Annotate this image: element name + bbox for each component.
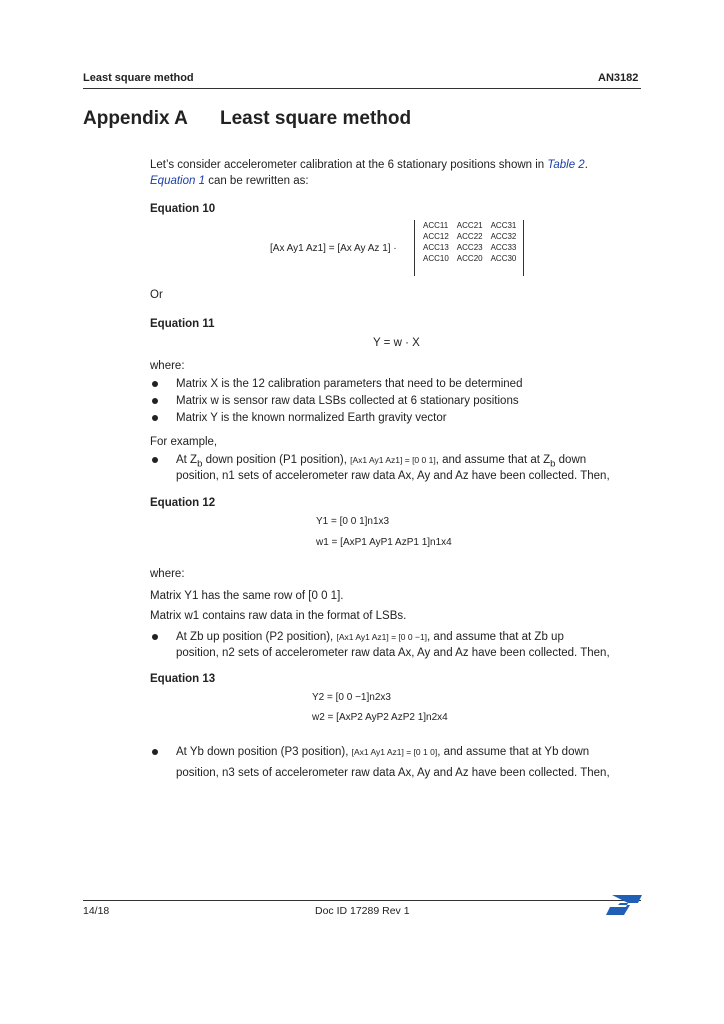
matrix-row bbox=[419, 231, 520, 242]
matrix-cell: ACC33 bbox=[490, 243, 517, 252]
matrix-table bbox=[419, 220, 520, 264]
equation-13-line-2: w2 = [AxP2 AyP2 AzP2 1]n2x4 bbox=[312, 712, 448, 723]
st-logo bbox=[606, 893, 642, 915]
bullet-dot bbox=[152, 634, 158, 640]
matrix-cell: ACC23 bbox=[456, 243, 483, 252]
matrix-cell: ACC12 bbox=[423, 232, 449, 241]
p3-equation: [Ax1 Ay1 Az1] = [0 1 0] bbox=[351, 747, 438, 757]
equation-13-line-1: Y2 = [0 0 −1]n2x3 bbox=[312, 692, 391, 703]
header-right: AN3182 bbox=[598, 72, 639, 84]
equation-12-line-1: Y1 = [0 0 1]n1x3 bbox=[316, 516, 390, 527]
matrix-w1-text: Matrix w1 contains raw data in the format of LSBs. bbox=[150, 610, 407, 622]
equation-10-lhs: [Ax Ay1 Az1] = [Ax Ay Az 1] · bbox=[270, 243, 397, 254]
intro-period: . bbox=[584, 159, 588, 171]
p3-post: , and assume that at Yb down bbox=[437, 746, 590, 758]
matrix-y1-text: Matrix Y1 has the same row of [0 0 1]. bbox=[150, 590, 344, 602]
header-rule bbox=[83, 88, 641, 89]
p3-text: At Yb down position (P3 position), bbox=[176, 746, 349, 758]
appendix-label: Appendix A bbox=[83, 108, 188, 129]
for-example-text: For example, bbox=[150, 436, 218, 448]
equation-13-heading: Equation 13 bbox=[150, 673, 216, 685]
or-text: Or bbox=[150, 289, 163, 301]
intro-text: Let’s consider accelerometer calibration at the 6 stationary positions shown in bbox=[150, 159, 548, 171]
bullet-dot bbox=[152, 415, 158, 421]
p2-text: At Zb up position (P2 position), bbox=[176, 631, 334, 643]
equation-11-heading: Equation 11 bbox=[150, 318, 215, 330]
intro-line-2 bbox=[150, 173, 309, 189]
matrix-cell: ACC22 bbox=[456, 232, 483, 241]
p1-mid: down position (P1 position), bbox=[202, 454, 347, 466]
matrix-cell: ACC32 bbox=[490, 232, 517, 241]
matrix-row bbox=[419, 242, 520, 253]
bullet-item: Matrix w is sensor raw data LSBs collected at 6 stationary positions bbox=[176, 395, 519, 407]
p2-line-1 bbox=[176, 629, 564, 645]
equation-10-matrix bbox=[414, 220, 524, 276]
bullet-item: Matrix Y is the known normalized Earth gravity vector bbox=[176, 412, 447, 424]
equation-10-heading: Equation 10 bbox=[150, 203, 216, 215]
bullet-dot bbox=[152, 381, 158, 387]
where-text-1: where: bbox=[150, 360, 185, 372]
intro-line-1 bbox=[150, 157, 650, 173]
table-2-link[interactable]: Table 2 bbox=[547, 159, 585, 171]
where-text-2: where: bbox=[150, 568, 185, 580]
st-logo-icon bbox=[606, 893, 642, 915]
bullet-dot bbox=[152, 749, 158, 755]
p3-line-1 bbox=[176, 744, 589, 760]
matrix-cell: ACC31 bbox=[490, 221, 517, 230]
footer-page-number: 14/18 bbox=[83, 905, 110, 917]
p1-post2: down bbox=[555, 454, 587, 466]
footer-doc-id: Doc ID 17289 Rev 1 bbox=[315, 905, 410, 917]
p1-sub: b bbox=[197, 458, 203, 470]
matrix-cell: ACC10 bbox=[423, 254, 449, 263]
p1-line-2: position, n1 sets of accelerometer raw data Ax, Ay and Az have been collected. Then, bbox=[176, 470, 610, 482]
bullet-dot bbox=[152, 398, 158, 404]
matrix-cell: ACC30 bbox=[490, 254, 517, 263]
p2-equation: [Ax1 Ay1 Az1] = [0 0 −1] bbox=[336, 632, 428, 642]
matrix-row bbox=[419, 253, 520, 264]
matrix-cell: ACC13 bbox=[423, 243, 449, 252]
bullet-item: Matrix X is the 12 calibration parameters that need to be determined bbox=[176, 378, 523, 390]
p2-post: , and assume that at Zb up bbox=[427, 631, 564, 643]
p2-line-2: position, n2 sets of accelerometer raw data Ax, Ay and Az have been collected. Then, bbox=[176, 647, 610, 659]
bullet-dot bbox=[152, 457, 158, 463]
p1-equation: [Ax1 Ay1 Az1] = [0 0 1] bbox=[350, 455, 436, 465]
intro-text-2: can be rewritten as: bbox=[205, 175, 309, 187]
equation-12-line-2: w1 = [AxP1 AyP1 AzP1 1]n1x4 bbox=[316, 537, 452, 548]
equation-1-link[interactable]: Equation 1 bbox=[150, 175, 205, 187]
p1-post-sub: b bbox=[550, 458, 556, 470]
footer-rule bbox=[83, 900, 641, 901]
matrix-cell: ACC21 bbox=[456, 221, 483, 230]
header-left: Least square method bbox=[83, 72, 194, 84]
page-title: Least square method bbox=[220, 108, 412, 129]
matrix-cell: ACC11 bbox=[423, 221, 449, 230]
matrix-cell: ACC20 bbox=[456, 254, 483, 263]
equation-12-heading: Equation 12 bbox=[150, 497, 216, 509]
p3-line-2: position, n3 sets of accelerometer raw data Ax, Ay and Az have been collected. Then, bbox=[176, 767, 610, 779]
p1-text: At Z bbox=[176, 454, 198, 466]
matrix-row bbox=[419, 220, 520, 231]
p1-post: , and assume that at Z bbox=[435, 454, 551, 466]
equation-11-formula: Y = w · X bbox=[373, 337, 420, 349]
